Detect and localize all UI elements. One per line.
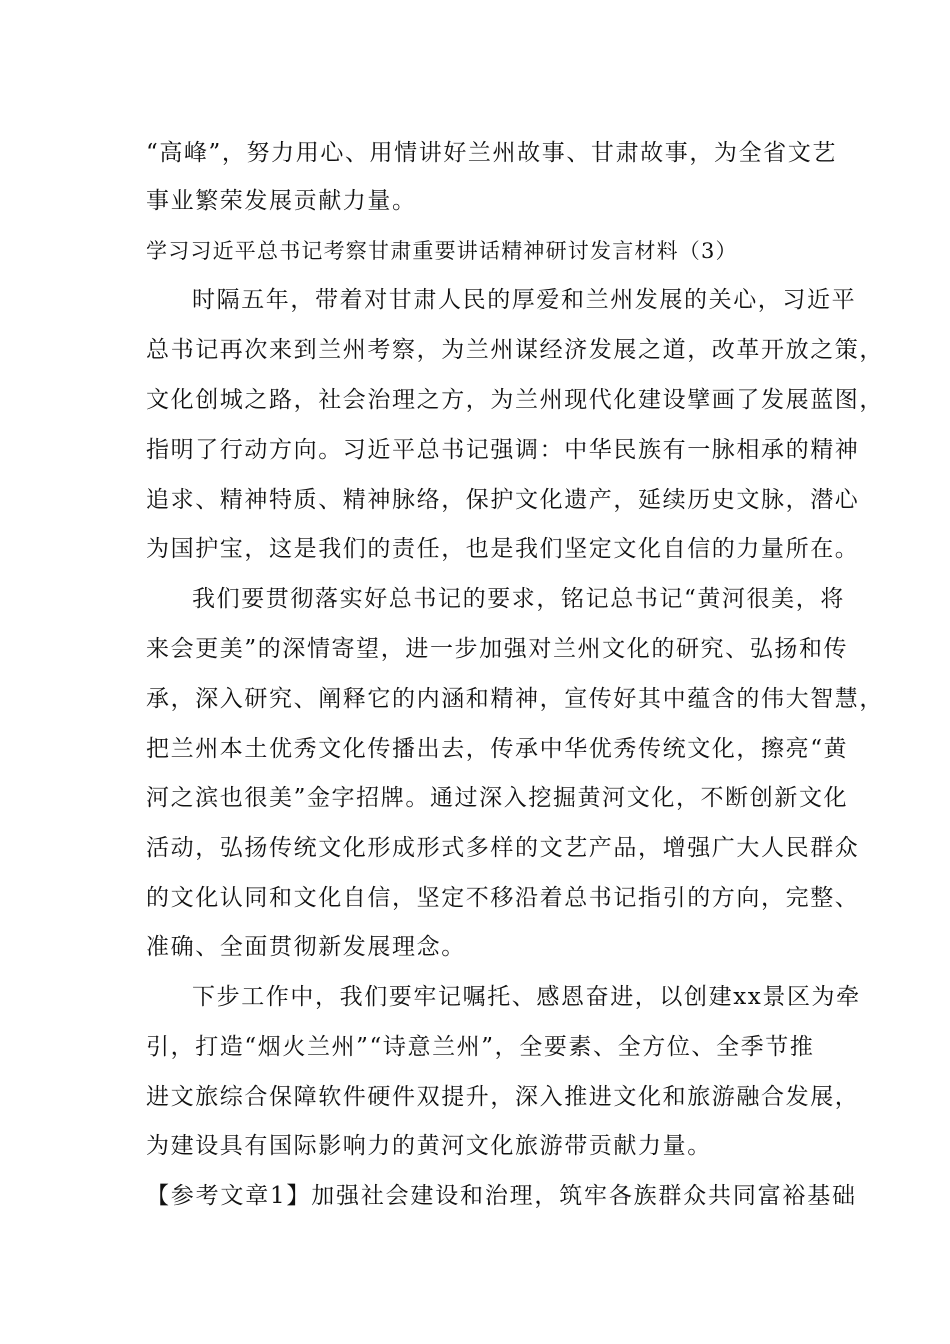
paragraph-line: 事业繁荣发展贡献力量。 xyxy=(146,188,417,214)
paragraph-line: 的文化认同和文化自信，坚定不移沿着总书记指引的方向，完整、 xyxy=(146,885,860,911)
reference-heading: 【参考文章1】加强社会建设和治理，筑牢各族群众共同富裕基础 xyxy=(146,1183,857,1209)
paragraph-line: 指明了行动方向。习近平总书记强调：中华民族有一脉相承的精神 xyxy=(146,437,860,463)
paragraph-line: 准确、全面贯彻新发展理念。 xyxy=(146,934,466,960)
paragraph-line: 时隔五年，带着对甘肃人民的厚爱和兰州发展的关心，习近平 xyxy=(192,287,857,313)
section-heading: 学习习近平总书记考察甘肃重要讲话精神研讨发言材料（3） xyxy=(146,239,738,263)
paragraph-line: 把兰州本土优秀文化传播出去，传承中华优秀传统文化，擦亮“黄 xyxy=(146,736,849,762)
paragraph-line: 为建设具有国际影响力的黄河文化旅游带贡献力量。 xyxy=(146,1133,712,1159)
paragraph-line: 活动，弘扬传统文化形成形式多样的文艺产品，增强广大人民群众 xyxy=(146,835,860,861)
paragraph-line: 追求、精神特质、精神脉络，保护文化遗产，延续历史文脉，潜心 xyxy=(146,487,860,513)
paragraph-line: 我们要贯彻落实好总书记的要求，铭记总书记“黄河很美，将 xyxy=(192,586,845,612)
paragraph-line: 引，打造“烟火兰州”“诗意兰州”，全要素、全方位、全季节推 xyxy=(146,1034,815,1060)
paragraph-line: 承，深入研究、阐释它的内涵和精神，宣传好其中蕴含的伟大智慧， xyxy=(146,686,884,712)
paragraph-line: “高峰”，努力用心、用情讲好兰州故事、甘肃故事，为全省文艺 xyxy=(146,140,837,166)
paragraph-line: 河之滨也很美”金字招牌。通过深入挖掘黄河文化，不断创新文化 xyxy=(146,785,849,811)
paragraph-line: 下步工作中，我们要牢记嘱托、感恩奋进，以创建xx景区为牵 xyxy=(192,984,861,1010)
paragraph-line: 为国护宝，这是我们的责任，也是我们坚定文化自信的力量所在。 xyxy=(146,536,860,562)
paragraph-line: 来会更美”的深情寄望，进一步加强对兰州文化的研究、弘扬和传 xyxy=(146,636,849,662)
paragraph-line: 进文旅综合保障软件硬件双提升，深入推进文化和旅游融合发展， xyxy=(146,1084,860,1110)
paragraph-line: 总书记再次来到兰州考察，为兰州谋经济发展之道，改革开放之策， xyxy=(146,337,884,363)
paragraph-line: 文化创城之路，社会治理之方，为兰州现代化建设擘画了发展蓝图， xyxy=(146,387,884,413)
